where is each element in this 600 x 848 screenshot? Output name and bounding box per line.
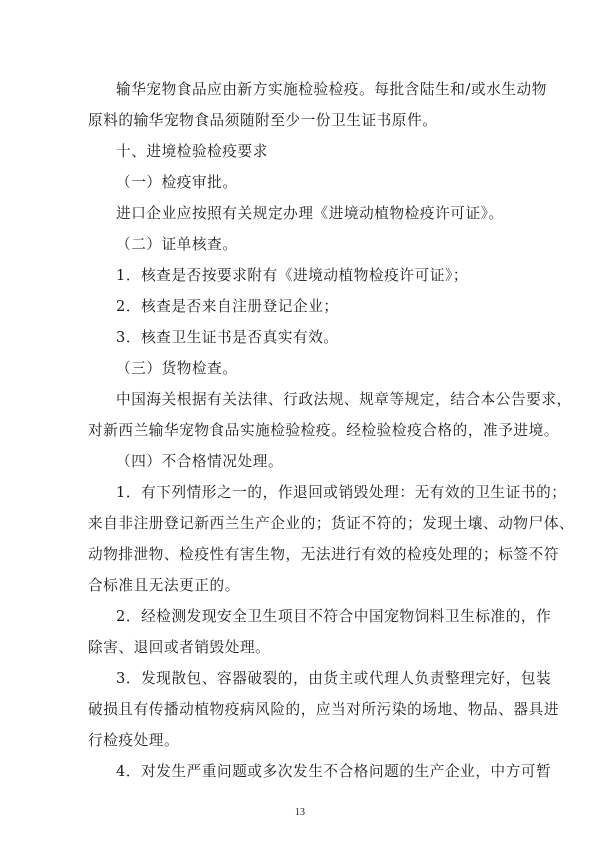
paragraph-line: 动物排泄物、检疫性有害生物，无法进行有效的检疫处理的；标签不符 <box>88 546 560 563</box>
paragraph-line: 进口企业应按照有关规定办理《进境动植物检疫许可证》。 <box>116 205 504 222</box>
list-item: 4．对发生严重问题或多次发生不合格问题的生产企业，中方可暂 <box>116 763 552 780</box>
paragraph-line: 除害、退回或者销毁处理。 <box>88 639 271 656</box>
paragraph-line: 合标准且无法更正的。 <box>88 577 240 594</box>
list-item: 3．发现散包、容器破裂的，由货主或代理人负责整理完好，包装 <box>116 670 552 687</box>
subsection-heading: （二）证单核查。 <box>116 236 238 253</box>
list-item: 1．核查是否按要求附有《进境动植物检疫许可证》； <box>116 267 469 284</box>
list-item: 3．核查卫生证书是否真实有效。 <box>116 329 339 346</box>
paragraph-line: 对新西兰输华宠物食品实施检验检疫。经检验检疫合格的，准予进境。 <box>88 422 560 439</box>
section-heading: 十、进境检验检疫要求 <box>116 143 268 160</box>
page-number: 13 <box>295 807 305 818</box>
paragraph-line: 破损且有传播动植物疫病风险的，应当对所污染的场地、物品、器具进 <box>88 701 560 718</box>
paragraph-line: 输华宠物食品应由新方实施检验检疫。每批含陆生和/或水生动物 <box>116 81 547 98</box>
paragraph-line: 来自非注册登记新西兰生产企业的；货证不符的；发现土壤、动物尸体、 <box>88 515 575 532</box>
paragraph-line: 原料的输华宠物食品须随附至少一份卫生证书原件。 <box>88 112 438 129</box>
list-item: 1．有下列情形之一的，作退回或销毁处理：无有效的卫生证书的； <box>116 484 567 501</box>
list-item: 2．核查是否来自注册登记企业； <box>116 298 339 315</box>
subsection-heading: （三）货物检查。 <box>116 360 238 377</box>
list-item: 2．经检测发现安全卫生项目不符合中国宠物饲料卫生标准的，作 <box>116 608 552 625</box>
subsection-heading: （一）检疫审批。 <box>116 174 238 191</box>
paragraph-line: 中国海关根据有关法律、行政法规、规章等规定，结合本公告要求， <box>116 391 572 408</box>
subsection-heading: （四）不合格情况处理。 <box>116 453 284 470</box>
paragraph-line: 行检疫处理。 <box>88 732 180 749</box>
